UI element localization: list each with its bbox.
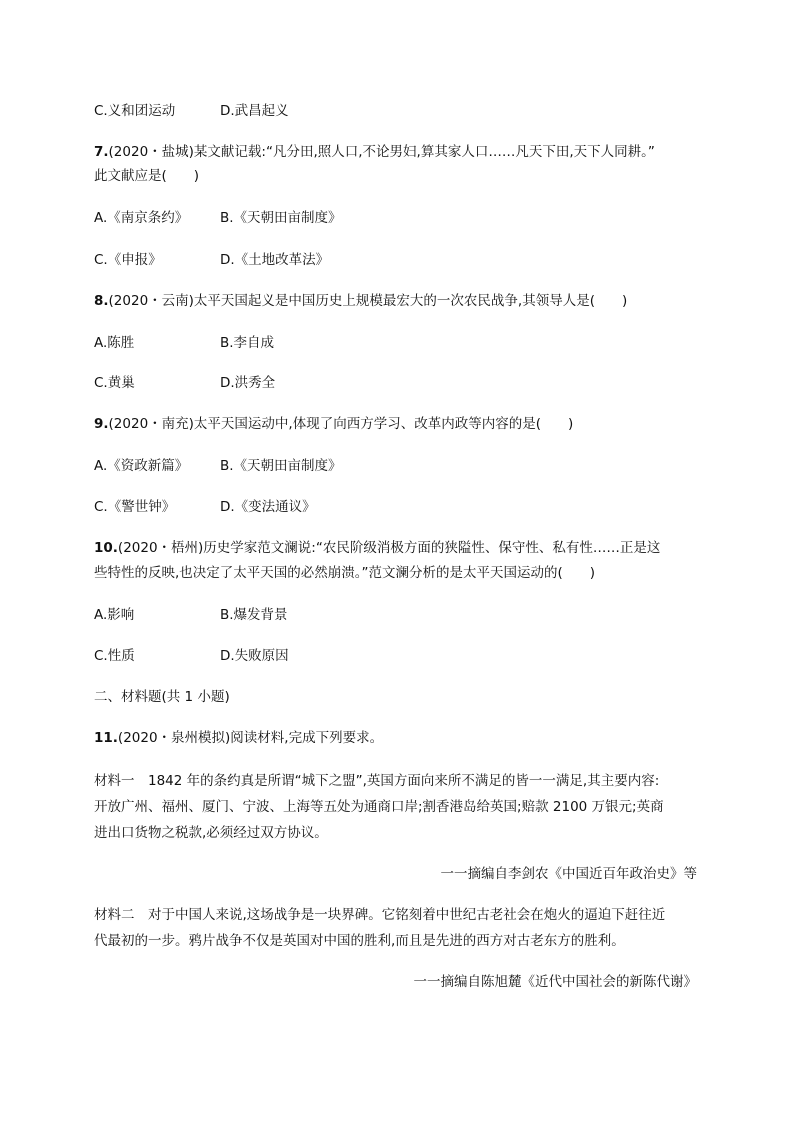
- q8-option-c: C.黄巢: [94, 375, 135, 391]
- q8-option-d: D.洪秀全: [220, 375, 276, 391]
- q10-option-b: B.爆发背景: [220, 607, 288, 623]
- q9-option-d: D.《变法通议》: [220, 499, 316, 515]
- q7-option-d: D.《土地改革法》: [220, 252, 330, 268]
- q8-stem-line1: 8.(2020・云南)太平天国起义是中国历史上规模最宏大的一次农民战争,其领导人是( ): [94, 293, 628, 309]
- q8-option-b: B.李自成: [220, 335, 275, 351]
- q10-option-c: C.性质: [94, 648, 135, 664]
- q10-option-d: D.失败原因: [220, 648, 289, 664]
- q11-number: 11.: [94, 730, 118, 746]
- q7-option-c: C.《申报》: [94, 252, 162, 268]
- material2-source: 一一摘编自陈旭麓《近代中国社会的新陈代谢》: [413, 974, 697, 990]
- q9-option-a: A.《资政新篇》: [94, 458, 189, 474]
- q10-stem-line2: 些特性的反映,也决定了太平天国的必然崩溃。”范文澜分析的是太平天国运动的( ): [94, 565, 596, 581]
- material2-line2: 代最初的一步。鸦片战争不仅是英国对中国的胜利,而且是先进的西方对古老东方的胜利。: [94, 933, 625, 949]
- material1-source: 一一摘编自李剑农《中国近百年政治史》等: [440, 866, 697, 882]
- q7-number: 7.: [94, 144, 109, 160]
- q7-option-b: B.《天朝田亩制度》: [220, 210, 342, 226]
- q7-stem-line1: 7.(2020・盐城)某文献记载:“凡分田,照人口,不论男妇,算其家人口……凡天下田,天下人同耕。”: [94, 144, 655, 160]
- q10-number: 10.: [94, 540, 118, 556]
- q8-number: 8.: [94, 293, 109, 309]
- material1-line3: 进出口货物之税款,必须经过双方协议。: [94, 825, 328, 841]
- q6-option-d: D.武昌起义: [220, 103, 289, 119]
- q10-option-a: A.影响: [94, 607, 135, 623]
- material1-line2: 开放广州、福州、厦门、宁波、上海等五处为通商口岸;割香港岛给英国;赔款 2100 万银元;英商: [94, 799, 664, 815]
- material2-line1: 材料二 对于中国人来说,这场战争是一块界碑。它铭刻着中世纪古老社会在炮火的逼迫下赶往近: [94, 907, 666, 923]
- q6-option-c: C.义和团运动: [94, 103, 176, 119]
- q8-option-a: A.陈胜: [94, 335, 135, 351]
- section-title: 二、材料题(共 1 小题): [94, 689, 230, 705]
- q9-stem-line1: 9.(2020・南充)太平天国运动中,体现了向西方学习、改革内政等内容的是( ): [94, 416, 574, 432]
- material1-line1: 材料一 1842 年的条约真是所谓“城下之盟”,英国方面向来所不满足的皆一一满足,其主要内容:: [94, 773, 660, 789]
- q9-option-b: B.《天朝田亩制度》: [220, 458, 342, 474]
- q9-option-c: C.《警世钟》: [94, 499, 176, 515]
- q7-stem-line2: 此文献应是( ): [94, 168, 200, 184]
- q10-stem-line1: 10.(2020・梧州)历史学家范文澜说:“农民阶级消极方面的狭隘性、保守性、私有性……正是这: [94, 540, 661, 556]
- q7-option-a: A.《南京条约》: [94, 210, 189, 226]
- q9-number: 9.: [94, 416, 109, 432]
- q11-stem-line1: 11.(2020・泉州模拟)阅读材料,完成下列要求。: [94, 730, 384, 746]
